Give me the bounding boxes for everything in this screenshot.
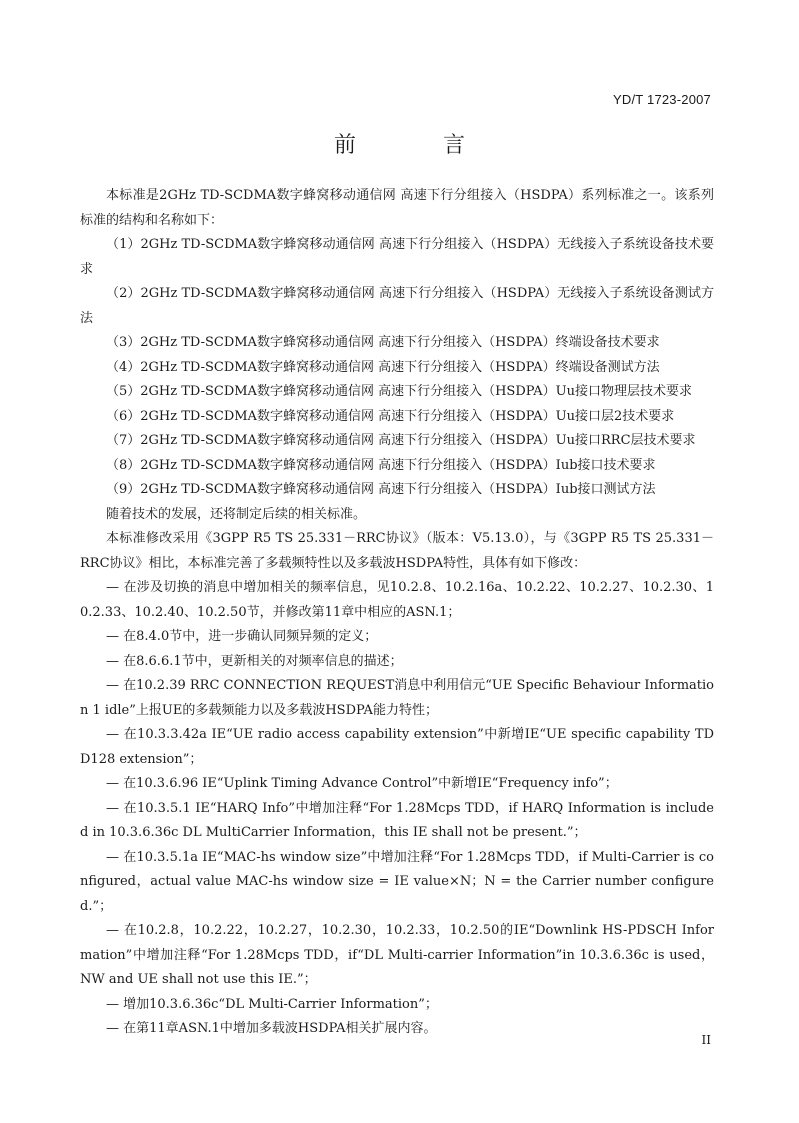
document-body <box>80 184 714 1042</box>
paragraph: （9）2GHz TD-SCDMA数字蜂窝移动通信网 高速下行分组接入（HSDPA）Iub接口测试方法 <box>106 482 656 497</box>
list-item: — 增加10.3.6.36c“DL Multi-Carrier Information”； <box>106 996 438 1012</box>
list-item: — 在8.6.6.1节中，更新相关的对频率信息的描述； <box>106 653 403 669</box>
paragraph: （4）2GHz TD-SCDMA数字蜂窝移动通信网 高速下行分组接入（HSDPA）终端设备测试方法 <box>106 359 660 375</box>
list-item: — 在涉及切换的消息中增加相关的频率信息，见10.2.8、10.2.16a、10.2.22、10.2.27、10.2.30、10.2.33、10.2.40、10.2.50节，并修改第11章中相应的ASN.1； <box>80 580 714 620</box>
list-item: — 在10.3.3.42a IE“UE radio access capability extension”中新增IE“UE specific capability TDD128 extension”； <box>80 727 714 767</box>
list-item: — 在10.2.8，10.2.22，10.2.27，10.2.30，10.2.33，10.2.50的IE“Downlink HS-PDSCH Information”中增加注释“For 1.28Mcps TDD，if“DL Multi-carrier Information”in 10.3.6.36c is used，NW and UE shall not use this IE.”； <box>80 923 714 987</box>
paragraph: （8）2GHz TD-SCDMA数字蜂窝移动通信网 高速下行分组接入（HSDPA）Iub接口技术要求 <box>106 457 656 473</box>
paragraph: （5）2GHz TD-SCDMA数字蜂窝移动通信网 高速下行分组接入（HSDPA）Uu接口物理层技术要求 <box>106 384 693 399</box>
standard-code: YD/T 1723-2007 <box>613 92 711 107</box>
list-item: — 在10.3.5.1a IE“MAC-hs window size”中增加注释“For 1.28Mcps TDD，if Multi-Carrier is configured，actual value MAC-hs window size = IE value×N；N = the Carrier number configured.”； <box>80 849 714 914</box>
list-item: — 在10.3.5.1 IE“HARQ Info”中增加注释“For 1.28Mcps TDD，if HARQ Information is included in 10.3.6.36c DL MultiCarrier Information，this IE shall not be present.”； <box>80 800 714 840</box>
paragraph: （6）2GHz TD-SCDMA数字蜂窝移动通信网 高速下行分组接入（HSDPA）Uu接口层2技术要求 <box>106 408 675 424</box>
paragraph: 本标准是2GHz TD-SCDMA数字蜂窝移动通信网 高速下行分组接入（HSDPA）系列标准之一。该系列标准的结构和名称如下： <box>80 188 714 228</box>
paragraph: （7）2GHz TD-SCDMA数字蜂窝移动通信网 高速下行分组接入（HSDPA）Uu接口RRC层技术要求 <box>106 433 696 448</box>
paragraph: （3）2GHz TD-SCDMA数字蜂窝移动通信网 高速下行分组接入（HSDPA）终端设备技术要求 <box>106 335 660 350</box>
list-item: — 在8.4.0节中，进一步确认同频异频的定义； <box>106 629 378 644</box>
list-item: — 在10.3.6.96 IE“Uplink Timing Advance Control”中新增IE“Frequency info”； <box>106 776 618 791</box>
paragraph: 随着技术的发展，还将制定后续的相关标准。 <box>106 506 367 522</box>
page-number: II <box>701 1033 711 1047</box>
paragraph: 本标准修改采用《3GPP R5 TS 25.331－RRC协议》（版本：V5.13.0），与《3GPP R5 TS 25.331－RRC协议》相比，本标准完善了多载频特性以及多载波HSDPA特性，具体有如下修改： <box>80 531 714 571</box>
list-item: — 在10.2.39 RRC CONNECTION REQUEST消息中利用信元“UE Specific Behaviour Information 1 idle”上报UE的多载频能力以及多载波HSDPA能力特性； <box>80 678 714 718</box>
list-item: — 在第11章ASN.1中增加多载波HSDPA相关扩展内容。 <box>106 1021 437 1036</box>
page-title: 前 言 <box>334 133 505 158</box>
paragraph: （1）2GHz TD-SCDMA数字蜂窝移动通信网 高速下行分组接入（HSDPA）无线接入子系统设备技术要求 <box>80 237 714 277</box>
paragraph: （2）2GHz TD-SCDMA数字蜂窝移动通信网 高速下行分组接入（HSDPA）无线接入子系统设备测试方法 <box>80 286 714 326</box>
